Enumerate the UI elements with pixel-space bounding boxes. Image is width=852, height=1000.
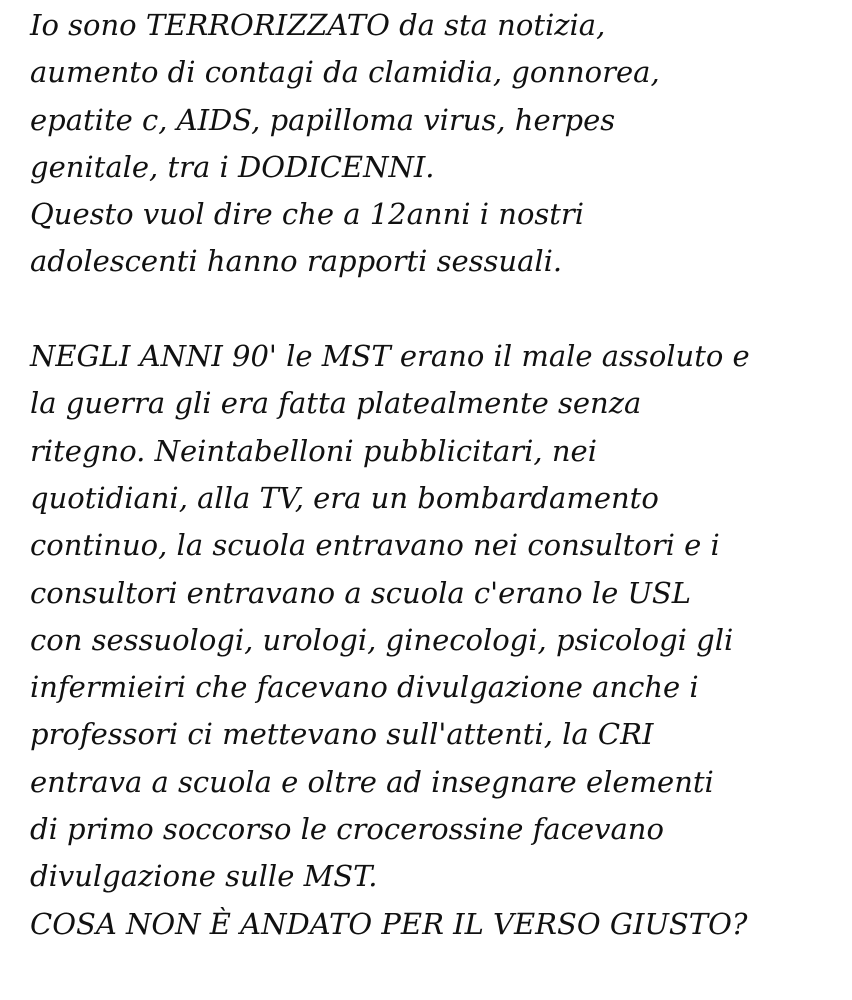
- text-line: quotidiani, alla TV, era un bombardamento: [30, 480, 659, 515]
- text-line: genitale, tra i DODICENNI.: [30, 149, 435, 184]
- text-line: epatite c, AIDS, papilloma virus, herpes: [30, 102, 616, 137]
- text-line: continuo, la scuola entravano nei consultori e i: [30, 528, 720, 563]
- text-note: [30, 2, 840, 948]
- text-line: con sessuologi, urologi, ginecologi, psicologi gli: [30, 622, 734, 657]
- text-line: ritegno. Neintabelloni pubblicitari, nei: [30, 433, 597, 468]
- text-line: adolescenti hanno rapporti sessuali.: [30, 244, 563, 279]
- text-line: Io sono TERRORIZZATO da sta notizia,: [30, 8, 606, 42]
- text-line: COSA NON È ANDATO PER IL VERSO GIUSTO?: [30, 906, 748, 941]
- text-line: Questo vuol dire che a 12anni i nostri: [30, 197, 585, 232]
- text-line: NEGLI ANNI 90' le MST erano il male assoluto e: [30, 339, 750, 374]
- text-line: infermieiri che facevano divulgazione anche i: [30, 670, 699, 705]
- text-line: professori ci mettevano sull'attenti, la CRI: [30, 717, 654, 752]
- paragraph-break: [30, 286, 840, 333]
- text-line: consultori entravano a scuola c'erano le USL: [30, 575, 692, 610]
- text-line: entrava a scuola e oltre ad insegnare elementi: [30, 764, 714, 799]
- text-line: divulgazione sulle MST.: [30, 859, 378, 894]
- text-line: aumento di contagi da clamidia, gonnorea,: [30, 55, 660, 90]
- text-line: la guerra gli era fatta platealmente senza: [30, 386, 642, 421]
- text-line: di primo soccorso le crocerossine facevano: [30, 812, 664, 847]
